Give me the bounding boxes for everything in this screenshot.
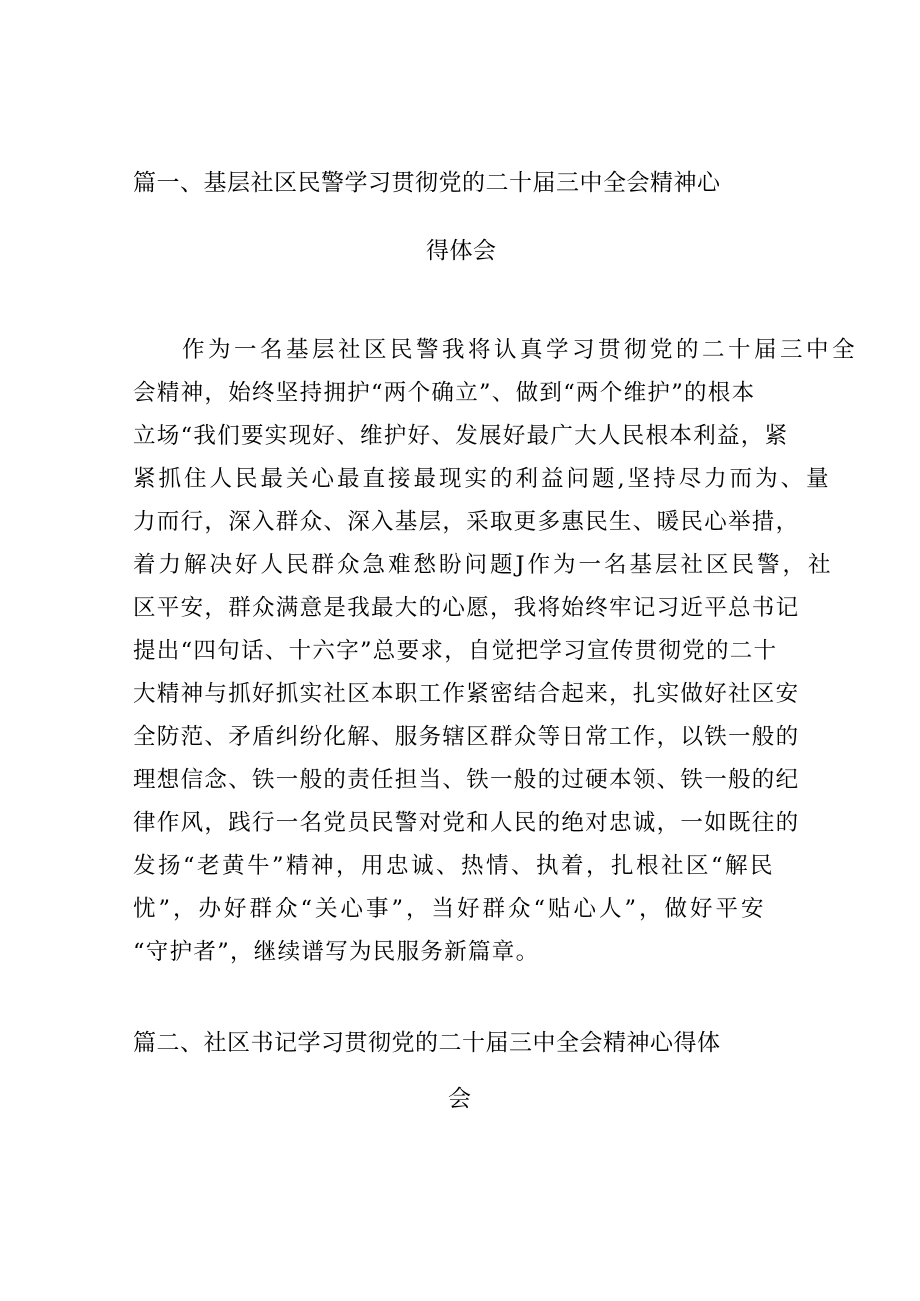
paragraph-line: 全防范、矛盾纠纷化解、服务辖区群众等日常工作，以铁一般的 bbox=[133, 724, 800, 750]
paragraph-line: 提出“四句话、十六字”总要求，自觉把学习宣传贯彻党的二十 bbox=[133, 638, 778, 664]
paragraph-line: “守护者”，继续谱写为民服务新篇章。 bbox=[133, 939, 540, 965]
paragraph-line: 发扬“老黄牛”精神，用忠诚、热情、执着，扎根社区“解民 bbox=[133, 853, 776, 879]
section2-title-line1: 篇二、社区书记学习贯彻党的二十届三中全会精神心得体 bbox=[133, 1030, 721, 1056]
paragraph-line: 力而行，深入群众、深入基层，采取更多惠民生、暖民心举措， bbox=[133, 509, 800, 535]
paragraph-line: 忧”，办好群众“关心事”，当好群众“贴心人”，做好平安 bbox=[133, 896, 767, 922]
section2-title-line2: 会 bbox=[448, 1086, 472, 1112]
paragraph-line: 大精神与抓好抓实社区本职工作紧密结合起来，扎实做好社区安 bbox=[133, 681, 800, 707]
section1-title-line2: 得体会 bbox=[426, 238, 497, 264]
paragraph-line: 着力解决好人民群众急难愁盼问题J作为一名基层社区民警，社 bbox=[133, 552, 834, 578]
paragraph-line: 立场“我们要实现好、维护好、发展好最广大人民根本利益，紧 bbox=[133, 423, 789, 449]
paragraph-line: 理想信念、铁一般的责任担当、铁一般的过硬本领、铁一般的纪 bbox=[133, 767, 800, 793]
paragraph-line: 会精神，始终坚持拥护“两个确立”、做到“两个维护”的根本 bbox=[133, 380, 756, 406]
paragraph-line: 紧抓住人民最关心最直接最现实的利益问题,坚持尽力而为、量 bbox=[133, 466, 832, 492]
paragraph-line: 律作风，践行一名党员民警对党和人民的绝对忠诚，一如既往的 bbox=[133, 810, 800, 836]
section1-title-line1: 篇一、基层社区民警学习贯彻党的二十届三中全会精神心 bbox=[133, 170, 721, 196]
paragraph-line: 作为一名基层社区民警我将认真学习贯彻党的二十届三中全 bbox=[182, 337, 859, 363]
paragraph-line: 区平安，群众满意是我最大的心愿，我将始终牢记习近平总书记 bbox=[133, 595, 800, 621]
